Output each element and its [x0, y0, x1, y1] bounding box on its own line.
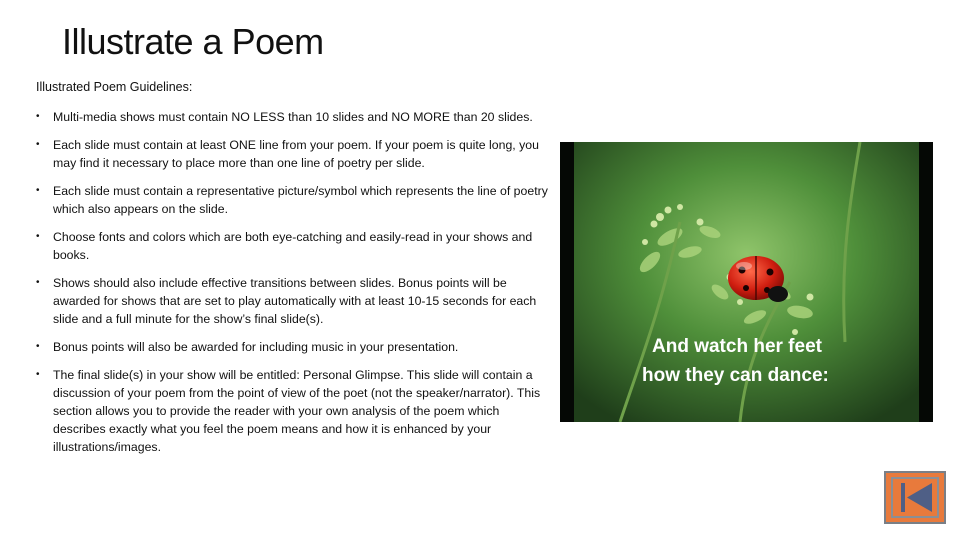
list-item — [36, 366, 551, 456]
guideline-text: The final slide(s) in your show will be entitled: Personal Glimpse. This slide will contain a discussion of your poem from the point of view of the poet (not the speaker/narrator). This section allows you to provide the reader with your own analysis of the poem which describes exactly what you feel the poem means and how it is enhanced by your illustrations/images. — [53, 368, 541, 454]
list-item — [36, 228, 551, 264]
guideline-text: Multi-media shows must contain NO LESS than 10 slides and NO MORE than 20 slides. — [53, 110, 533, 124]
guideline-text: Choose fonts and colors which are both eye-catching and easily-read in your shows and books. — [53, 230, 533, 262]
bullet-icon: • — [36, 111, 40, 122]
back-to-start-button[interactable] — [884, 471, 946, 524]
guidelines-list — [36, 108, 551, 466]
guidelines-heading: Illustrated Poem Guidelines: — [36, 80, 193, 94]
bullet-icon: • — [36, 369, 40, 380]
bullet-icon: • — [36, 185, 40, 196]
guideline-text: Each slide must contain a representative picture/symbol which represents the line of poetry which also appears on the slide. — [53, 184, 548, 216]
bullet-icon: • — [36, 277, 40, 288]
bullet-icon: • — [36, 231, 40, 242]
list-item — [36, 274, 551, 328]
skip-back-icon — [886, 473, 944, 522]
guideline-text: Each slide must contain at least ONE line from your poem. If your poem is quite long, you may find it necessary to place more than one line of poetry per slide. — [53, 138, 539, 170]
slide-title: Illustrate a Poem — [62, 21, 324, 62]
caption-line-1: And watch her feet — [652, 336, 822, 357]
bullet-icon: • — [36, 139, 40, 150]
list-item — [36, 108, 551, 126]
caption-line-2: how they can dance: — [642, 365, 829, 386]
ladybug-photo — [560, 142, 933, 422]
list-item — [36, 136, 551, 172]
list-item — [36, 182, 551, 218]
guideline-text: Shows should also include effective transitions between slides. Bonus points will be awarded for shows that are set to play automatically with at least 10-15 seconds for each slide and a full minute for the show’s final slide(s). — [53, 276, 537, 326]
guideline-text: Bonus points will also be awarded for including music in your presentation. — [53, 340, 459, 354]
bullet-icon: • — [36, 341, 40, 352]
ladybug-illustration — [560, 142, 933, 422]
list-item — [36, 338, 551, 356]
